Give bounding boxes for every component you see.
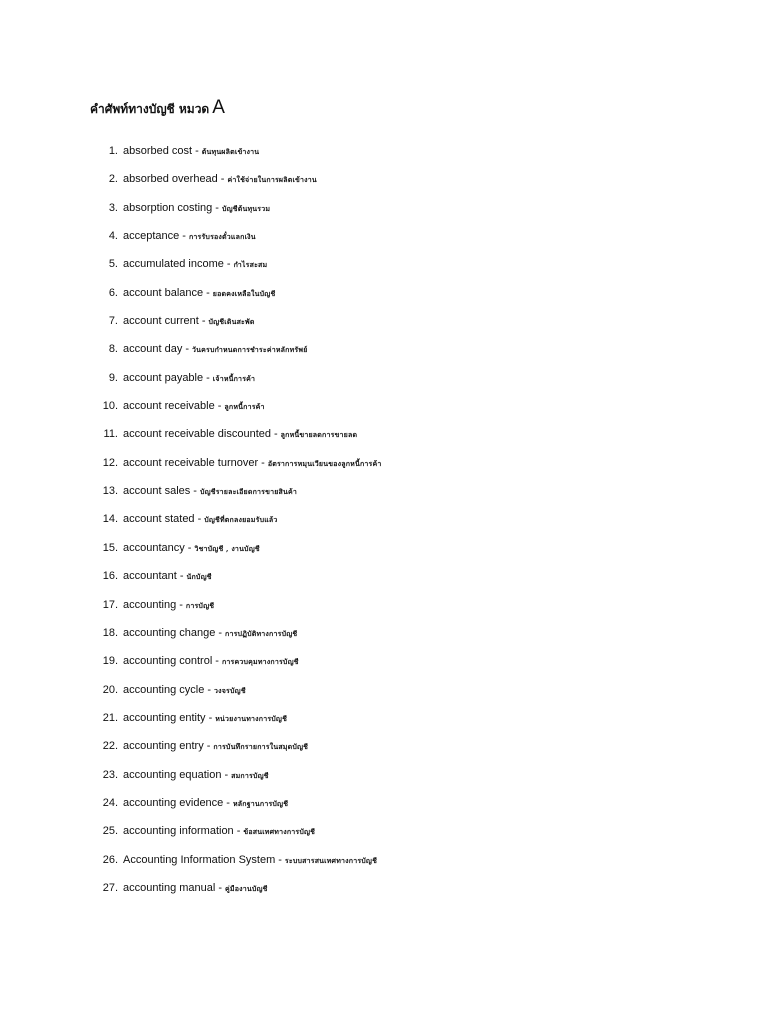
- item-entry: [123, 598, 214, 613]
- thai-translation: วงจรบัญชี: [214, 685, 246, 695]
- thai-translation: การปฏิบัติทางการบัญชี: [225, 628, 298, 638]
- list-item: [0, 734, 768, 762]
- english-term: accounting cycle: [123, 683, 205, 696]
- english-term: Accounting Information System: [123, 853, 276, 866]
- term-separator: -: [207, 683, 211, 696]
- thai-translation: หน่วยงานทางการบัญชี: [215, 713, 288, 723]
- list-item: [0, 309, 768, 337]
- list-item: [0, 791, 768, 819]
- term-separator: -: [226, 258, 231, 271]
- item-number: 16.: [102, 570, 118, 583]
- item-entry: [123, 739, 308, 754]
- item-number: 13.: [102, 485, 118, 498]
- english-term: accountant: [123, 570, 177, 583]
- thai-translation: ข้อสนเทศทางการบัญชี: [243, 827, 316, 837]
- item-entry: [123, 796, 288, 811]
- term-separator: -: [218, 881, 223, 894]
- item-entry: [123, 314, 255, 329]
- glossary-list: [0, 139, 768, 904]
- english-term: accounting equation: [123, 768, 222, 781]
- list-item: [0, 763, 768, 791]
- item-number: 10.: [102, 400, 118, 413]
- term-separator: -: [273, 428, 278, 441]
- thai-translation: การบัญชี: [185, 600, 215, 610]
- item-number: 20.: [102, 683, 118, 696]
- thai-translation: บัญชีเดินสะพัด: [208, 317, 255, 327]
- term-separator: -: [206, 286, 210, 299]
- term-separator: -: [224, 768, 229, 781]
- item-number: 11.: [103, 428, 118, 441]
- list-item: [0, 819, 768, 847]
- term-separator: -: [206, 371, 210, 384]
- english-term: accumulated income: [123, 258, 224, 271]
- item-number: 25.: [102, 825, 118, 838]
- list-item: [0, 196, 768, 224]
- term-separator: -: [179, 570, 184, 583]
- english-term: account stated: [123, 513, 195, 526]
- item-number: 14.: [102, 513, 118, 526]
- list-item: [0, 252, 768, 280]
- thai-translation: วันครบกำหนดการชำระค่าหลักทรัพย์: [192, 345, 308, 355]
- item-entry: [123, 427, 357, 442]
- english-term: accounting evidence: [123, 796, 224, 809]
- thai-translation: การรับรองตั๋วแลกเงิน: [188, 232, 256, 242]
- thai-translation: สมการบัญชี: [231, 770, 269, 780]
- term-separator: -: [220, 173, 225, 186]
- item-entry: [123, 768, 269, 783]
- term-separator: -: [195, 145, 199, 157]
- item-number: 9.: [108, 371, 118, 384]
- term-separator: -: [201, 315, 206, 328]
- term-separator: -: [278, 853, 282, 866]
- item-entry: [123, 853, 377, 868]
- item-number: 3.: [108, 201, 118, 214]
- thai-translation: วิชาบัญชี , งานบัญชี: [194, 543, 260, 553]
- term-separator: -: [206, 740, 211, 753]
- list-item: [0, 848, 768, 876]
- item-entry: [123, 541, 260, 556]
- english-term: account receivable discounted: [123, 428, 271, 441]
- item-number: 19.: [102, 655, 118, 668]
- list-item: [0, 366, 768, 394]
- list-item: [0, 394, 768, 422]
- item-entry: [123, 683, 246, 698]
- item-entry: [123, 229, 256, 244]
- english-term: accounting entry: [123, 740, 204, 753]
- item-number: 26.: [102, 853, 118, 866]
- item-entry: [123, 654, 299, 669]
- page-title-thai: คำศัพท์ทางบัญชี หมวด: [90, 102, 210, 116]
- item-number: 7.: [108, 315, 118, 328]
- item-number: 1.: [108, 145, 118, 157]
- list-item: [0, 167, 768, 195]
- term-separator: -: [217, 400, 222, 413]
- list-item: [0, 507, 768, 535]
- english-term: account balance: [123, 286, 204, 299]
- list-item: [0, 422, 768, 450]
- item-number: 17.: [102, 598, 118, 611]
- item-entry: [123, 711, 287, 726]
- english-term: accounting information: [123, 825, 234, 838]
- item-number: 6.: [108, 286, 118, 299]
- list-item: [0, 564, 768, 592]
- item-entry: [123, 144, 259, 159]
- thai-translation: ต้นทุนผลิตเข้างาน: [201, 147, 260, 156]
- list-item: [0, 337, 768, 365]
- item-number: 12.: [102, 456, 118, 469]
- term-separator: -: [193, 485, 197, 498]
- thai-translation: อัตราการหมุนเวียนของลูกหนี้การค้า: [267, 458, 382, 468]
- item-number: 2.: [108, 173, 118, 186]
- thai-translation: บัญชีรายละเอียดการขายสินค้า: [199, 487, 297, 497]
- thai-translation: ระบบสารสนเทศทางการบัญชี: [284, 855, 378, 865]
- item-entry: [123, 342, 308, 357]
- item-entry: [123, 824, 315, 839]
- item-entry: [123, 286, 275, 301]
- item-entry: [123, 881, 268, 896]
- thai-translation: หลักฐานการบัญชี: [232, 798, 289, 808]
- thai-translation: กำไรสะสม: [233, 260, 268, 270]
- english-term: absorption costing: [123, 201, 213, 214]
- item-number: 24.: [102, 796, 118, 809]
- list-item: [0, 536, 768, 564]
- list-item: [0, 706, 768, 734]
- english-term: accounting: [123, 598, 177, 611]
- item-entry: [123, 456, 381, 471]
- term-separator: -: [261, 456, 265, 469]
- item-entry: [123, 484, 297, 499]
- item-number: 4.: [108, 230, 118, 243]
- list-item: [0, 649, 768, 677]
- english-term: accountancy: [123, 541, 185, 554]
- term-separator: -: [185, 343, 189, 356]
- list-item: [0, 876, 768, 904]
- item-number: 18.: [102, 626, 118, 639]
- thai-translation: การควบคุมทางการบัญชี: [221, 657, 299, 667]
- item-number: 5.: [108, 258, 118, 271]
- term-separator: -: [218, 626, 223, 639]
- english-term: absorbed cost: [123, 145, 193, 157]
- list-item: [0, 281, 768, 309]
- english-term: account day: [123, 343, 183, 356]
- thai-translation: ลูกหนี้ขายลดการขายลด: [280, 430, 358, 440]
- thai-translation: การบันทึกรายการในสมุดบัญชี: [213, 742, 309, 752]
- thai-translation: บัญชีที่ตกลงยอมรับแล้ว: [204, 515, 278, 525]
- english-term: accounting entity: [123, 711, 206, 724]
- term-separator: -: [215, 655, 219, 668]
- term-separator: -: [236, 825, 241, 838]
- english-term: acceptance: [123, 230, 180, 243]
- item-number: 15.: [102, 541, 118, 554]
- list-item: [0, 621, 768, 649]
- english-term: account receivable turnover: [123, 456, 259, 469]
- english-term: accounting change: [123, 626, 216, 639]
- item-entry: [123, 257, 267, 272]
- thai-translation: ค่าใช้จ่ายในการผลิตเข้างาน: [227, 175, 317, 185]
- english-term: account payable: [123, 371, 204, 384]
- thai-translation: ลูกหนี้การค้า: [224, 402, 265, 412]
- item-entry: [123, 172, 317, 187]
- term-separator: -: [215, 201, 219, 214]
- page-title: [90, 96, 225, 121]
- list-item: [0, 593, 768, 621]
- thai-translation: บัญชีต้นทุนรวม: [221, 203, 271, 213]
- thai-translation: นักบัญชี: [186, 572, 212, 582]
- item-entry: [123, 512, 278, 527]
- page-title-letter: A: [212, 97, 225, 118]
- item-entry: [123, 399, 265, 414]
- item-number: 8.: [108, 343, 118, 356]
- term-separator: -: [208, 711, 213, 724]
- list-item: [0, 451, 768, 479]
- item-entry: [123, 569, 212, 584]
- thai-translation: คู่มืองานบัญชี: [225, 883, 268, 893]
- list-item: [0, 139, 768, 167]
- english-term: accounting control: [123, 655, 213, 668]
- term-separator: -: [226, 796, 230, 809]
- english-term: account sales: [123, 485, 191, 498]
- term-separator: -: [197, 513, 202, 526]
- item-number: 23.: [102, 768, 118, 781]
- list-item: [0, 224, 768, 252]
- item-number: 21.: [102, 711, 118, 724]
- english-term: account current: [123, 315, 199, 328]
- item-entry: [123, 626, 297, 641]
- item-number: 22.: [102, 740, 118, 753]
- term-separator: -: [179, 598, 183, 611]
- item-entry: [123, 371, 255, 386]
- list-item: [0, 479, 768, 507]
- english-term: absorbed overhead: [123, 173, 218, 186]
- term-separator: -: [187, 541, 192, 554]
- english-term: account receivable: [123, 400, 215, 413]
- item-number: 27.: [102, 881, 118, 894]
- thai-translation: เจ้าหนี้การค้า: [212, 373, 256, 383]
- english-term: accounting manual: [123, 881, 216, 894]
- term-separator: -: [182, 230, 186, 243]
- item-entry: [123, 201, 270, 216]
- list-item: [0, 678, 768, 706]
- thai-translation: ยอดคงเหลือในบัญชี: [212, 288, 276, 298]
